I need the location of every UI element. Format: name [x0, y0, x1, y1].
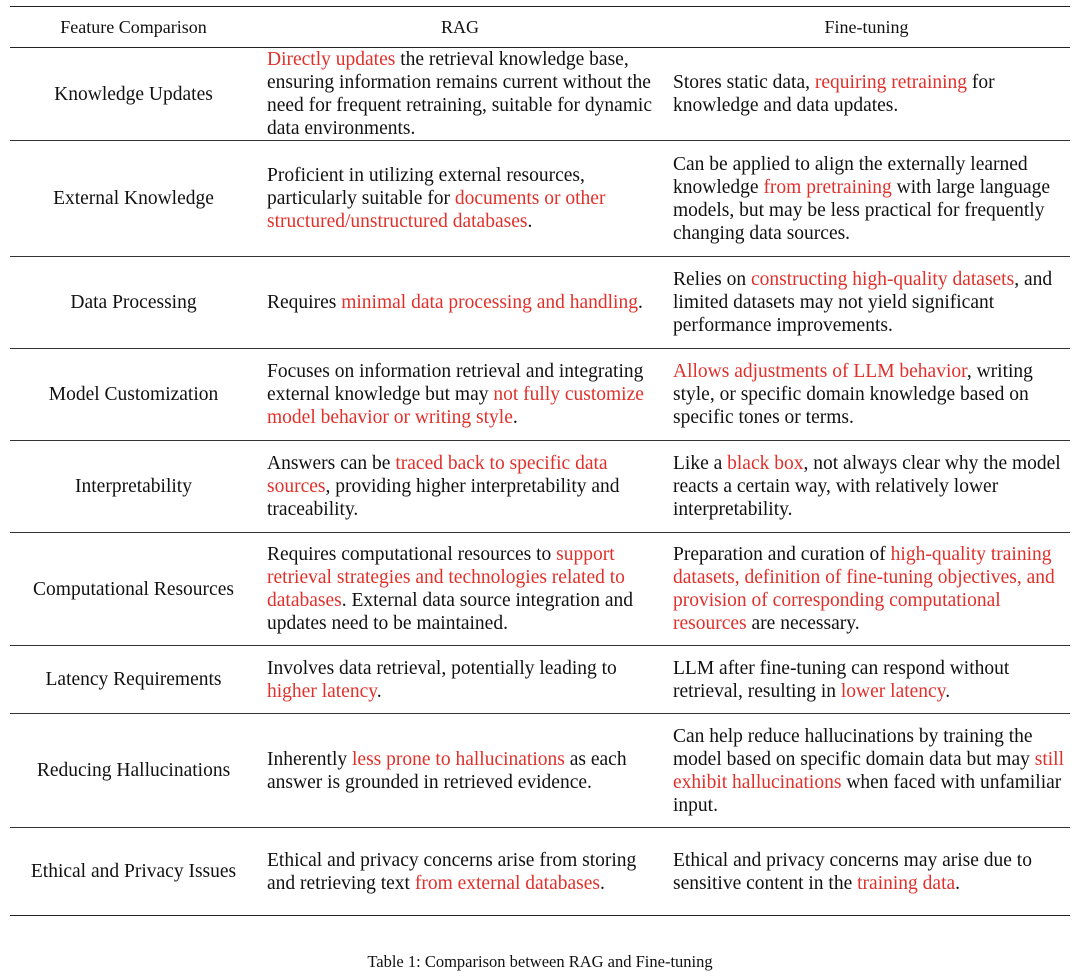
rag-cell [257, 257, 663, 349]
feature-cell: Ethical and Privacy Issues [30, 861, 237, 882]
fine-tuning-cell [663, 533, 1070, 646]
cell-text: Like a [673, 453, 728, 474]
fine-tuning-cell [663, 141, 1070, 257]
rag-cell [257, 141, 663, 257]
cell-text: , not always clear why the model reacts a certain way, with relatively lower interpretability. [673, 453, 1061, 520]
cell-text: Answers can be [267, 453, 396, 474]
table-row [10, 441, 1070, 533]
cell-text: Focuses on information retrieval and integrating external knowledge but may [267, 361, 644, 405]
fine-tuning-cell [663, 257, 1070, 349]
feature-cell: Model Customization [48, 384, 219, 405]
highlighted-text: higher latency [267, 680, 377, 702]
highlighted-text: traced back to specific data sources [267, 453, 608, 497]
table-row [10, 141, 1070, 257]
cell-text: Can be applied to align the externally learned knowledge [673, 153, 1028, 198]
highlighted-text: less prone to hallucinations [352, 748, 565, 770]
highlighted-text: not fully customize model behavior or writing style [267, 384, 644, 428]
cell-text: for knowledge and data updates. [673, 72, 995, 116]
cell-text: . [376, 680, 382, 702]
highlighted-text: Directly updates [267, 49, 396, 70]
cell-text: Inherently [267, 748, 353, 770]
rag-cell [257, 714, 663, 828]
rag-cell [257, 441, 663, 533]
cell-text: with large language models, but may be less practical for frequently changing data sources. [673, 176, 1051, 244]
cell-text: Requires computational resources to [267, 544, 557, 565]
cell-text: Ethical and privacy concerns arise from storing and retrieving text [267, 849, 637, 894]
feature-cell: Knowledge Updates [54, 83, 213, 105]
cell-text: . [512, 407, 518, 428]
highlighted-text: requiring retraining [814, 72, 968, 93]
highlighted-text: constructing high-quality datasets [751, 269, 1015, 290]
highlighted-text: training data [857, 872, 956, 894]
fine-tuning-cell [663, 349, 1070, 441]
cell-text: Relies on [673, 269, 751, 290]
fine-tuning-cell [663, 441, 1070, 533]
cell-text: . [955, 872, 961, 894]
cell-text: as each answer is grounded in retrieved evidence. [267, 748, 627, 793]
table-row [10, 257, 1070, 349]
cell-text: Can help reduce hallucinations by training the model based on specific domain data but may [673, 725, 1035, 770]
comparison-table-container [10, 6, 1070, 916]
highlighted-text: from pretraining [763, 176, 892, 198]
table-row [10, 828, 1070, 916]
header-feature-comparison: Feature Comparison [60, 16, 207, 37]
table-row [10, 533, 1070, 646]
cell-text: are necessary. [746, 613, 860, 634]
table-header-row [10, 7, 1070, 48]
rag-cell [257, 349, 663, 441]
cell-text: Preparation and curation of [673, 544, 891, 565]
rag-cell [257, 533, 663, 646]
highlighted-text: minimal data processing and handling [341, 292, 638, 313]
cell-text: . [600, 872, 605, 894]
cell-text: . [637, 292, 643, 313]
highlighted-text: black box [727, 453, 804, 474]
highlighted-text: support retrieval strategies and technologies related to databases [267, 544, 625, 611]
rag-cell [257, 828, 663, 916]
cell-text: , providing higher interpretability and traceability. [267, 476, 620, 520]
highlighted-text: documents or other structured/unstructured databases [267, 188, 606, 232]
cell-text: . External data source integration and updates need to be maintained. [267, 590, 634, 634]
rag-cell [257, 48, 663, 141]
cell-text: when faced with unfamiliar input. [673, 771, 1062, 816]
comparison-table [10, 6, 1070, 916]
fine-tuning-cell [663, 646, 1070, 714]
fine-tuning-cell [663, 714, 1070, 828]
header-rag: RAG [440, 16, 479, 37]
table-caption: Table 1: Comparison between RAG and Fine-tuning [367, 952, 713, 971]
table-row [10, 714, 1070, 828]
cell-text: , writing style, or specific domain knowledge based on specific tones or terms. [673, 361, 1033, 428]
header-fine-tuning: Fine-tuning [824, 16, 909, 37]
cell-text: Proficient in utilizing external resources, particularly suitable for [267, 165, 585, 209]
cell-text: . [945, 680, 951, 702]
cell-text: Stores static data, [673, 72, 815, 93]
cell-text: . [527, 211, 533, 232]
fine-tuning-cell [663, 828, 1070, 916]
table-body [10, 48, 1070, 916]
feature-cell: Computational Resources [33, 578, 234, 600]
feature-cell: Data Processing [70, 292, 197, 313]
feature-cell: Latency Requirements [45, 669, 222, 690]
cell-text: , and limited datasets may not yield significant performance improvements. [673, 269, 1053, 336]
highlighted-text: lower latency [840, 680, 946, 702]
table-row [10, 48, 1070, 141]
table-row [10, 646, 1070, 714]
rag-cell [257, 646, 663, 714]
feature-cell: External Knowledge [53, 188, 214, 209]
fine-tuning-cell [663, 48, 1070, 141]
cell-text: Requires [267, 292, 342, 313]
cell-text: Ethical and privacy concerns may arise due to sensitive content in the [673, 849, 1032, 894]
cell-text: Involves data retrieval, potentially leading to [267, 657, 617, 679]
feature-cell: Reducing Hallucinations [36, 760, 231, 781]
table-row [10, 349, 1070, 441]
cell-text: the retrieval knowledge base, ensuring information remains current without the need for frequent retraining, suitable for dynamic data environments. [267, 49, 652, 139]
highlighted-text: high-quality training datasets, definition of fine-tuning objectives, and provision of corresponding computational resources [673, 544, 1055, 634]
cell-text: LLM after fine-tuning can respond without retrieval, resulting in [673, 657, 1010, 702]
highlighted-text: from external databases [414, 872, 600, 894]
highlighted-text: still exhibit hallucinations [673, 748, 1064, 793]
highlighted-text: Allows adjustments of LLM behavior [673, 361, 967, 382]
feature-cell: Interpretability [75, 476, 192, 497]
